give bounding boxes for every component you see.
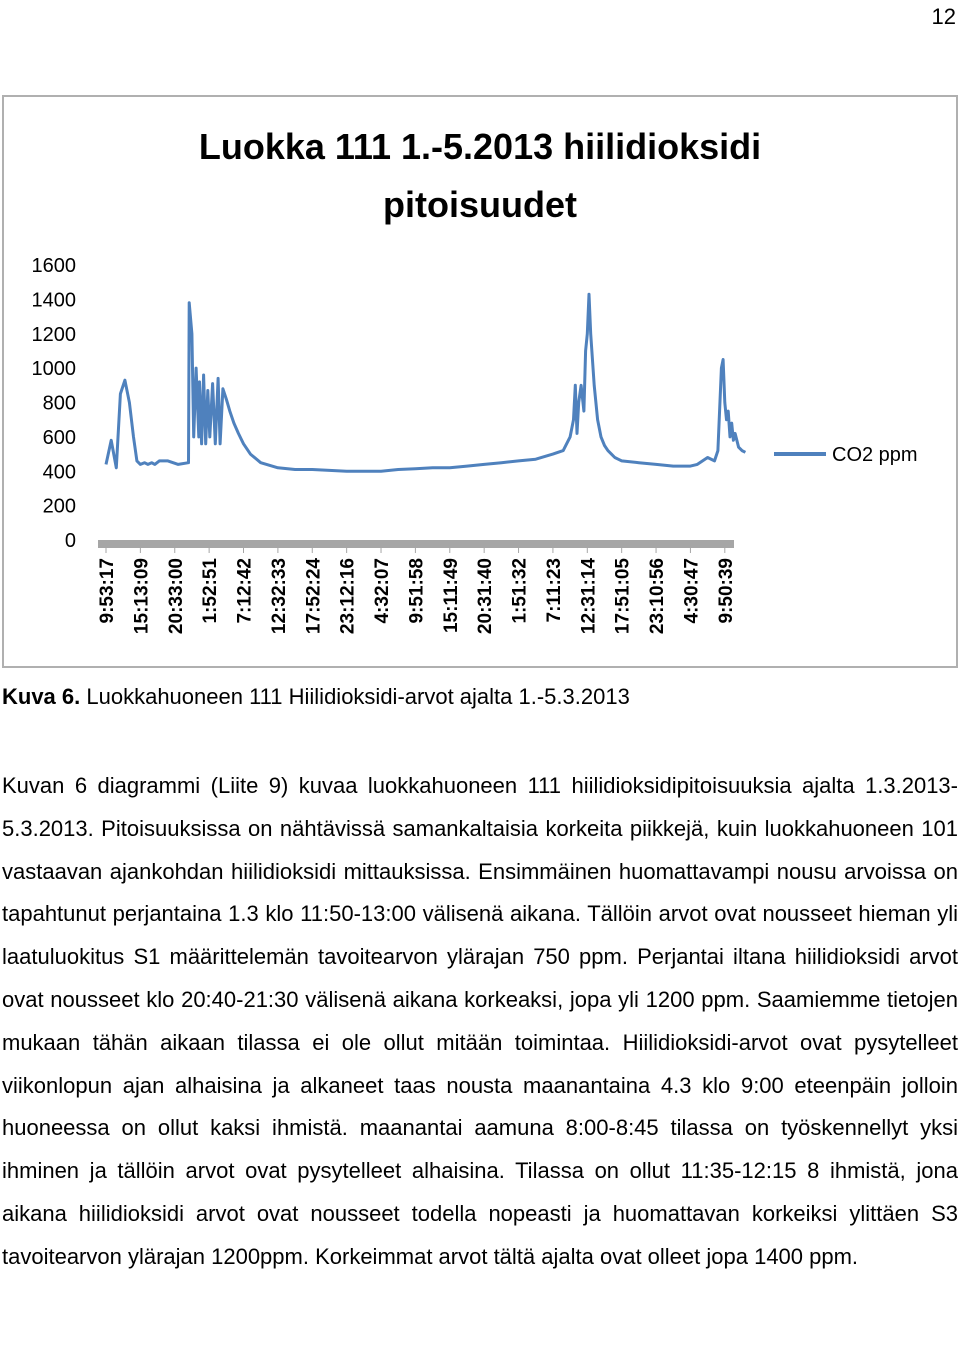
x-tick-label: 23:12:16 (337, 558, 359, 635)
x-tick-label: 12:32:33 (268, 558, 290, 635)
legend (774, 444, 918, 466)
x-tick-label: 7:12:42 (234, 558, 256, 624)
co2-chart (2, 95, 958, 668)
y-tick-label: 400 (42, 461, 76, 484)
x-tick-label: 9:51:58 (406, 558, 428, 624)
x-tick-label: 9:50:39 (715, 558, 737, 624)
x-tick-label: 15:11:49 (440, 558, 462, 634)
chart-title-line-1: Luokka 111 1.-5.2013 hiilidioksidi (198, 126, 762, 167)
x-tick-label: 1:52:51 (200, 558, 222, 624)
x-tick-label: 20:33:00 (165, 558, 187, 635)
y-tick-label: 1600 (31, 255, 76, 277)
chart-title-line-2: pitoisuudet (383, 184, 577, 225)
y-tick-label: 1000 (31, 358, 76, 381)
y-tick-label: 0 (64, 530, 76, 552)
legend-label: CO2 ppm (832, 444, 918, 466)
caption-text: Luokkahuoneen 111 Hiilidioksidi-arvot ajalta 1.-5.3.2013 (80, 684, 630, 709)
y-tick-label: 600 (42, 426, 76, 449)
caption-label: Kuva 6. (2, 684, 81, 709)
x-tick-label: 4:30:47 (681, 558, 703, 624)
y-tick-label: 200 (42, 495, 76, 518)
x-axis (97, 548, 737, 634)
x-tick-label: 4:32:07 (372, 558, 394, 624)
series-line-co2 (106, 294, 745, 471)
y-axis (32, 255, 735, 552)
x-tick-label: 17:51:05 (612, 558, 634, 635)
body-paragraph: Kuvan 6 diagrammi (Liite 9) kuvaa luokkahuoneen 111 hiilidioksidipitoisuuksia ajalta 1.3.2013-5.3.2013. Pitoisuuksissa on nähtävissä samankaltaisia korkeita piikkejä, kuin luokkahuoneen 101 vastaavan ajankohdan hiilidioksidi mittauksissa. Ensimmäinen huomattavampi nousu arvoissa on tapahtunut perjantaina 1.3 klo 11:50-13:00 välisenä aikana. Tällöin arvot ovat nousseet hieman yli laatuluokitus S1 määrittelemän tavoitearvon ylärajan 750 ppm. Perjantai iltana hiilidioksidi arvot ovat nousseet klo 20:40-21:30 välisenä aikana korkeaksi, jopa yli 1200 ppm. Saamiemme tietojen mukaan tähän aikaan tilassa ei ole ollut mitään toimintaa. Hiilidioksidi-arvot ovat pysytelleet viikonlopun ajan alhaisina ja alkaneet taas nousta maanantaina 4.3 klo 9:00 eteenpäin jolloin huoneessa on ollut kaksi ihmistä. maanantai aamuna 8:00-8:45 tilassa on työskennellyt yksi ihminen ja tällöin arvot ovat pysytelleet alhaisina. Tilassa on ollut 11:35-12:15 8 ihmistä, jona aikana hiilidioksidi arvot ovat nousseet todella nopeasti ja huomattavan korkeiksi ylittäen S3 tavoitearvon ylärajan 1200ppm. Korkeimmat arvot tältä ajalta ovat olleet jopa 1400 ppm. (2, 773, 958, 1269)
x-tick-label: 9:53:17 (97, 558, 118, 624)
y-tick-label: 800 (42, 392, 76, 415)
x-tick-label: 23:10:56 (647, 558, 669, 635)
figure-caption (2, 684, 630, 710)
y-tick-label: 1400 (31, 289, 76, 312)
x-tick-label: 20:31:40 (475, 558, 497, 635)
x-tick-label: 7:11:23 (543, 558, 565, 623)
x-tick-label: 1:51:32 (509, 558, 531, 624)
page-number: 12 (931, 4, 956, 29)
y-tick-label: 1200 (31, 323, 76, 346)
x-tick-label: 12:31:14 (578, 558, 600, 635)
x-tick-label: 15:13:09 (131, 558, 153, 635)
chart-svg (4, 97, 956, 666)
series-group (106, 294, 745, 471)
x-tick-label: 17:52:24 (303, 558, 325, 635)
